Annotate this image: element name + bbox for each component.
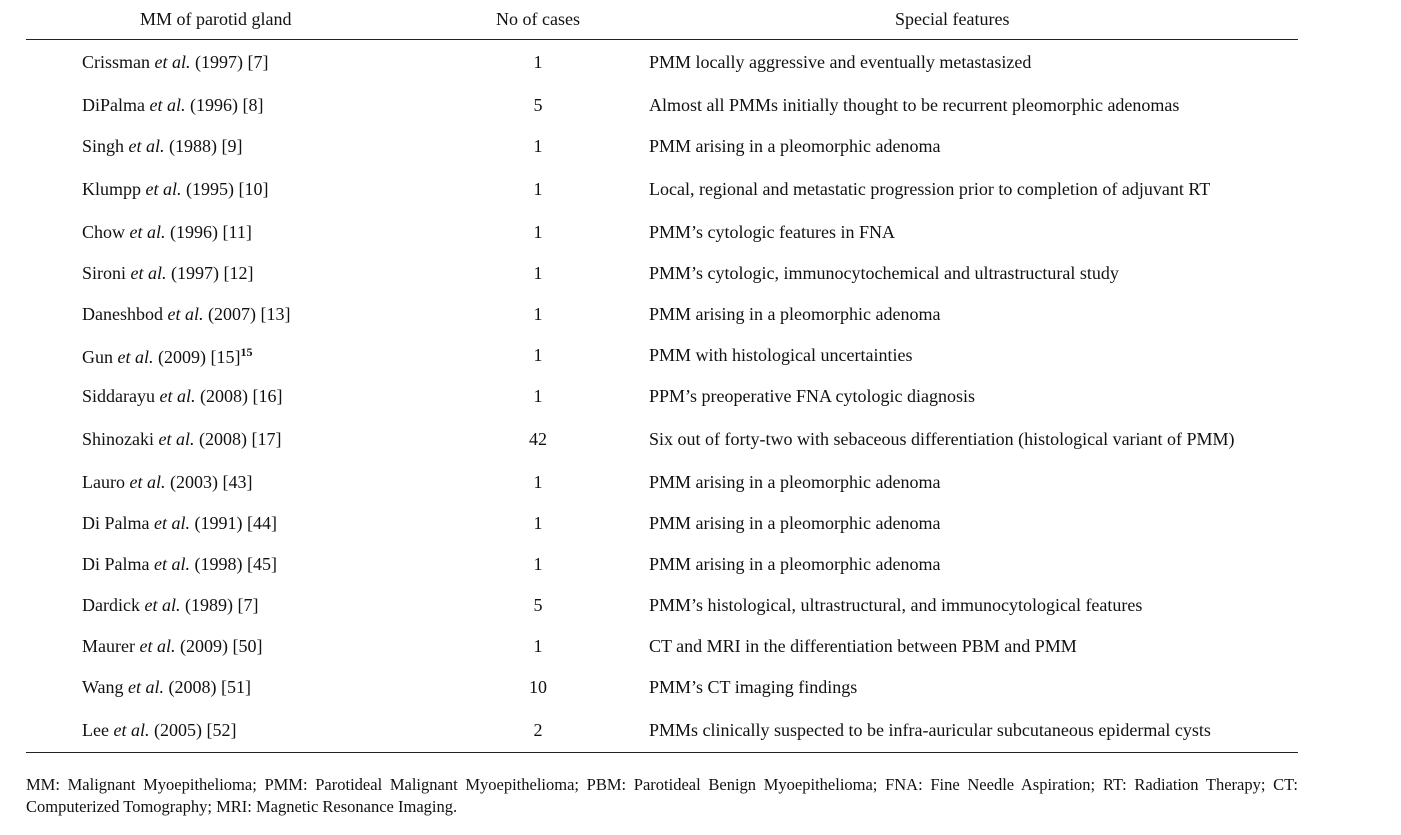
table-row xyxy=(26,375,1298,416)
cases-cell: 2 xyxy=(432,707,644,753)
author: Gun xyxy=(82,347,113,367)
features-cell: Local, regional and metastatic progression prior to completion of adjuvant RT xyxy=(649,178,1211,199)
author: Maurer xyxy=(82,635,135,656)
features-cell: PMM locally aggressive and eventually metastasized xyxy=(649,52,1032,72)
features-cell: CT and MRI in the differentiation between PBM and PMM xyxy=(649,635,1077,656)
citation: (2005) [52] xyxy=(153,719,237,740)
reference-cell xyxy=(26,543,432,584)
reference-cell xyxy=(26,584,432,625)
table-row xyxy=(26,166,1298,211)
reference-cell xyxy=(26,707,432,753)
author: Di Palma xyxy=(82,512,150,533)
features-cell: PMM arising in a pleomorphic adenoma xyxy=(649,135,941,156)
citation: (1991) [44] xyxy=(194,512,277,533)
citation: (1989) [7] xyxy=(184,594,259,615)
features-cell: PMM’s histological, ultrastructural, and immunocytological features xyxy=(649,594,1143,615)
reference-cell xyxy=(26,461,432,502)
et-al: et al. xyxy=(117,347,154,367)
citation: (1996) [11] xyxy=(170,221,252,242)
et-al: et al. xyxy=(144,594,181,615)
citation: (2008) [51] xyxy=(168,676,252,697)
header-features: Special features xyxy=(644,0,1298,40)
reference-cell xyxy=(26,334,432,375)
author: Shinozaki xyxy=(82,428,154,449)
citation: (2009) [15] xyxy=(158,347,241,367)
author: Daneshbod xyxy=(82,303,163,324)
reference-cell xyxy=(26,625,432,666)
table-body xyxy=(26,40,1298,753)
features-cell: Almost all PMMs initially thought to be recurrent pleomorphic adenomas xyxy=(649,94,1180,115)
cases-cell: 1 xyxy=(533,512,543,533)
table-row xyxy=(26,666,1298,707)
citation: (1996) [8] xyxy=(190,94,264,115)
author: Chow xyxy=(82,221,126,242)
author: Di Palma xyxy=(82,553,150,574)
table-container xyxy=(26,0,1298,753)
features-cell: PPM’s preoperative FNA cytologic diagnosis xyxy=(649,385,975,406)
features-cell: PMM arising in a pleomorphic adenoma xyxy=(649,512,941,533)
table-row xyxy=(26,502,1298,543)
author: Crissman xyxy=(82,52,151,72)
et-al: et al. xyxy=(158,428,195,449)
author: Lauro xyxy=(82,471,125,492)
table-row xyxy=(26,584,1298,625)
features-cell: PMM arising in a pleomorphic adenoma xyxy=(649,471,941,492)
citation: (2003) [43] xyxy=(169,471,253,492)
features-cell: PMM’s CT imaging findings xyxy=(649,676,858,697)
table-row xyxy=(26,252,1298,293)
et-al: et al. xyxy=(128,135,165,156)
table-row xyxy=(26,84,1298,125)
citation: (1988) [9] xyxy=(169,135,243,156)
author: Klumpp xyxy=(82,178,142,199)
reference-cell xyxy=(26,502,432,543)
et-al: et al. xyxy=(145,178,182,199)
cases-cell: 1 xyxy=(533,52,543,72)
cases-cell: 1 xyxy=(533,262,543,283)
et-al: et al. xyxy=(128,676,165,697)
header-row xyxy=(26,0,1298,40)
et-al: et al. xyxy=(154,512,190,533)
et-al: et al. xyxy=(149,94,186,115)
reference-cell xyxy=(26,211,432,252)
features-cell: PMM arising in a pleomorphic adenoma xyxy=(649,553,941,574)
citation: (2008) [17] xyxy=(199,428,282,449)
cases-cell: 1 xyxy=(533,635,543,656)
cases-cell: 1 xyxy=(533,178,543,199)
features-cell: PMM arising in a pleomorphic adenoma xyxy=(649,303,941,324)
cases-cell: 10 xyxy=(529,676,547,697)
cases-table xyxy=(26,0,1298,753)
table-row xyxy=(26,293,1298,334)
et-al: et al. xyxy=(113,719,150,740)
citation: (1997) [7] xyxy=(195,52,269,72)
author: Wang xyxy=(82,676,124,697)
table-row xyxy=(26,707,1298,753)
cases-cell: 5 xyxy=(533,594,543,615)
reference-cell xyxy=(26,84,432,125)
features-cell: PMM’s cytologic features in FNA xyxy=(649,221,895,242)
cases-cell: 1 xyxy=(533,471,543,492)
cases-cell: 1 xyxy=(533,553,543,574)
table-row xyxy=(26,416,1298,461)
et-al: et al. xyxy=(154,553,190,574)
cases-cell: 1 xyxy=(533,344,543,365)
author: Siddarayu xyxy=(82,385,155,406)
author: Dardick xyxy=(82,594,140,615)
et-al: et al. xyxy=(159,385,196,406)
citation: (2009) [50] xyxy=(179,635,263,656)
cases-cell: 1 xyxy=(533,135,543,156)
author: Singh xyxy=(82,135,125,156)
table-row xyxy=(26,334,1298,375)
reference-cell xyxy=(26,125,432,166)
header-cases: No of cases xyxy=(432,0,644,40)
et-al: et al. xyxy=(139,635,176,656)
features-cell: PMM with histological uncertainties xyxy=(649,344,913,365)
features-cell: PMMs clinically suspected to be infra-auricular subcutaneous epidermal cysts xyxy=(644,707,1298,753)
cases-cell: 1 xyxy=(533,221,543,242)
table-row xyxy=(26,543,1298,584)
superscript-ref: 15 xyxy=(240,345,253,359)
et-al: et al. xyxy=(154,52,191,72)
cases-cell: 42 xyxy=(529,428,547,449)
author: Lee xyxy=(82,719,109,740)
features-cell: Six out of forty-two with sebaceous differentiation (histological variant of PMM) xyxy=(649,428,1235,449)
cases-cell: 1 xyxy=(533,303,543,324)
et-al: et al. xyxy=(129,471,166,492)
features-cell: PMM’s cytologic, immunocytochemical and ultrastructural study xyxy=(649,262,1119,283)
table-row xyxy=(26,40,1298,85)
reference-cell xyxy=(26,293,432,334)
cases-cell: 1 xyxy=(533,385,543,406)
author: Sironi xyxy=(82,262,127,283)
reference-cell xyxy=(26,252,432,293)
citation: (2007) [13] xyxy=(207,303,291,324)
table-row xyxy=(26,625,1298,666)
reference-cell xyxy=(26,40,432,85)
header-reference: MM of parotid gland xyxy=(26,0,432,40)
citation: (1997) [12] xyxy=(171,262,254,283)
citation: (2008) [16] xyxy=(199,385,283,406)
et-al: et al. xyxy=(129,221,166,242)
citation: (1998) [45] xyxy=(194,553,277,574)
reference-cell xyxy=(26,666,432,707)
citation: (1995) [10] xyxy=(186,178,269,199)
table-row xyxy=(26,461,1298,502)
et-al: et al. xyxy=(167,303,204,324)
table-row xyxy=(26,125,1298,166)
table-row xyxy=(26,211,1298,252)
reference-cell xyxy=(26,375,432,416)
table-footnote: MM: Malignant Myoepithelioma; PMM: Parotideal Malignant Myoepithelioma; PBM: Parotideal Benign Myoepithelioma; FNA: Fine Needle Aspiration; RT: Radiation Therapy; CT: Computerized Tomography; MRI: Magnetic Resonance Imaging. xyxy=(26,775,1298,816)
reference-cell xyxy=(26,166,432,211)
reference-cell xyxy=(26,416,432,461)
et-al: et al. xyxy=(130,262,167,283)
author: DiPalma xyxy=(82,94,145,115)
cases-cell: 5 xyxy=(533,94,543,115)
